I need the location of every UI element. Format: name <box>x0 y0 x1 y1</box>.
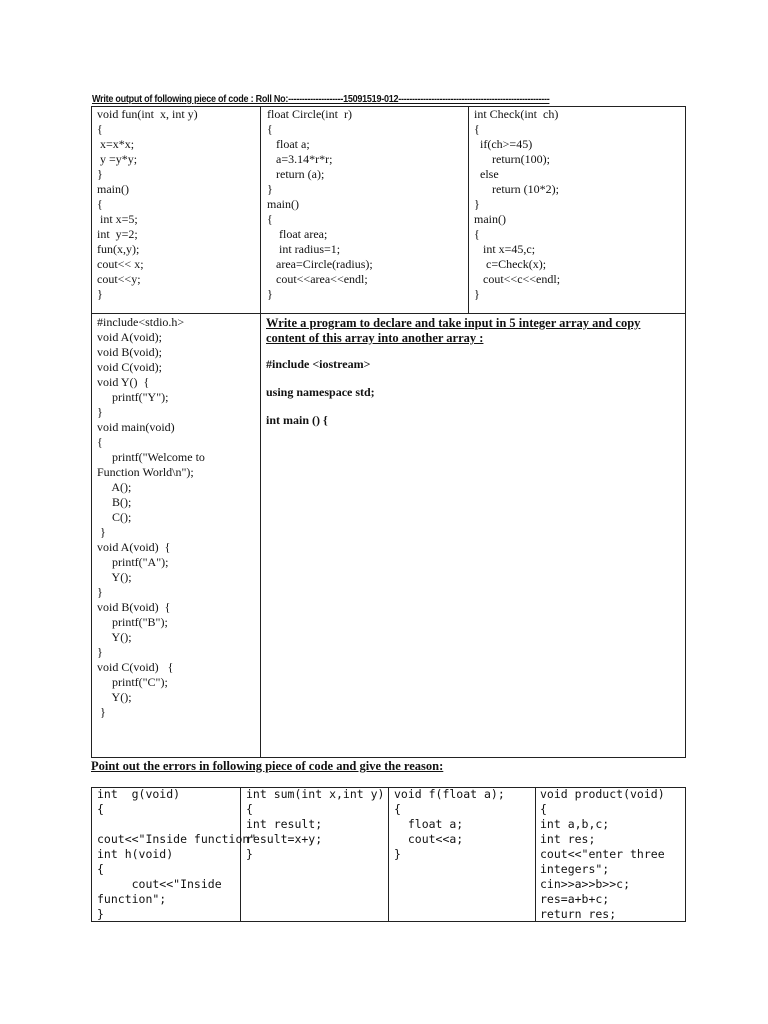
code-line: int x=45,c; <box>474 242 536 256</box>
code-line: int x=5; <box>97 212 138 226</box>
code-line: printf("B"); <box>97 615 168 629</box>
code-line: void A(void); <box>97 330 162 344</box>
code-line: x=x*x; <box>97 137 135 151</box>
code-line: int radius=1; <box>267 242 341 256</box>
code-line: B(); <box>97 495 132 509</box>
code-line: void product(void) <box>540 787 665 801</box>
code-line: int g(void) <box>97 787 181 801</box>
code-line: area=Circle(radius); <box>267 257 373 271</box>
code-line: return(100); <box>474 152 550 166</box>
code-line: int a,b,c; <box>540 817 610 831</box>
code-line: { <box>97 122 103 136</box>
code-line: } <box>97 167 103 181</box>
code-line <box>97 817 256 832</box>
code-line: } <box>246 847 253 861</box>
column-divider <box>260 106 261 758</box>
code-line: a=3.14*r*r; <box>267 152 333 166</box>
code-line: float area; <box>267 227 328 241</box>
code-line: result=x+y; <box>246 832 323 846</box>
code-line: int res; <box>540 832 596 846</box>
code-line: int Check(int ch) <box>474 107 559 121</box>
code-line: else <box>474 167 499 181</box>
main-line: int main () { <box>266 413 328 427</box>
code-cell-fun <box>97 107 198 302</box>
code-line: int result; <box>246 817 323 831</box>
code-line: cout<<c<<endl; <box>474 272 561 286</box>
code-line: function"; <box>97 892 167 906</box>
code-line: void A(void) { <box>97 540 171 554</box>
worksheet-header: Write output of following piece of code : Roll No:--------------------15091519-012------------------------------------------------------- <box>92 93 550 105</box>
code-line: #include<stdio.h> <box>97 315 185 329</box>
code-line: printf("C"); <box>97 675 168 689</box>
code-line: cout<<area<<endl; <box>267 272 368 286</box>
code-line: void B(void); <box>97 345 162 359</box>
code-line: cout<<"Inside <box>97 877 222 891</box>
row-divider <box>91 313 686 314</box>
code-line: void f(float a); <box>394 787 505 801</box>
code-line: Y(); <box>97 570 132 584</box>
array-question-title <box>266 316 676 346</box>
error-cell-sum-function <box>246 787 384 862</box>
code-line: { <box>97 435 103 449</box>
code-line: cout<<"enter three <box>540 847 665 861</box>
code-line: } <box>97 405 103 419</box>
code-line: cin>>a>>b>>c; <box>540 877 631 891</box>
code-line: { <box>97 197 103 211</box>
code-line: return (10*2); <box>474 182 559 196</box>
code-line: } <box>97 525 106 539</box>
code-line: main() <box>267 197 299 211</box>
code-line: cout<<y; <box>97 272 141 286</box>
code-line: } <box>474 197 480 211</box>
code-line: float a; <box>394 817 464 831</box>
code-line: integers"; <box>540 862 610 876</box>
code-line: } <box>267 182 273 196</box>
code-line: } <box>97 907 104 921</box>
code-line: void C(void) { <box>97 660 174 674</box>
code-line: } <box>97 645 103 659</box>
error-cell-f-function <box>394 787 505 862</box>
code-line: if(ch>=45) <box>474 137 533 151</box>
array-question-line-2: content of this array into another array : <box>266 331 484 345</box>
code-line: cout<< x; <box>97 257 144 271</box>
code-line: { <box>246 802 253 816</box>
code-cell-check <box>474 107 560 302</box>
include-line: #include <iostream> <box>266 357 371 371</box>
code-line: void B(void) { <box>97 600 171 614</box>
code-line: return res; <box>540 907 617 921</box>
code-line: res=a+b+c; <box>540 892 610 906</box>
code-line: void fun(int x, int y) <box>97 107 198 121</box>
code-line: Y(); <box>97 630 132 644</box>
code-line: fun(x,y); <box>97 242 140 256</box>
code-line: return (a); <box>267 167 325 181</box>
code-line: void C(void); <box>97 360 162 374</box>
code-line: main() <box>97 182 129 196</box>
errors-section-title: Point out the errors in following piece of code and give the reason: <box>91 759 444 773</box>
code-line: } <box>394 847 401 861</box>
namespace-line: using namespace std; <box>266 385 375 399</box>
code-line: c=Check(x); <box>474 257 547 271</box>
column-divider <box>535 787 536 922</box>
code-line: Y(); <box>97 690 132 704</box>
code-line: { <box>394 802 401 816</box>
code-line: } <box>97 705 106 719</box>
code-line: C(); <box>97 510 132 524</box>
code-line: int sum(int x,int y) <box>246 787 385 801</box>
error-cell-g-function <box>97 787 256 922</box>
code-line: cout<<a; <box>394 832 464 846</box>
code-cell-circle <box>267 107 373 302</box>
code-line: } <box>97 585 103 599</box>
code-line: printf("A"); <box>97 555 169 569</box>
code-line: { <box>540 802 547 816</box>
code-line: } <box>97 287 103 301</box>
code-line: { <box>97 802 104 816</box>
code-line: } <box>474 287 480 301</box>
column-divider <box>388 787 389 922</box>
code-line: void main(void) <box>97 420 175 434</box>
code-line: float a; <box>267 137 310 151</box>
code-line: { <box>97 862 104 876</box>
array-question-line-1: Write a program to declare and take input in 5 integer array and copy <box>266 316 641 330</box>
code-line: { <box>267 212 273 226</box>
code-line: cout<<"Inside function" <box>97 832 257 846</box>
code-line: int y=2; <box>97 227 138 241</box>
code-line: { <box>267 122 273 136</box>
column-divider <box>468 106 469 313</box>
code-line: y =y*y; <box>97 152 138 166</box>
code-line: int h(void) <box>97 847 174 861</box>
code-line: } <box>267 287 273 301</box>
code-line: printf("Y"); <box>97 390 169 404</box>
code-line: { <box>474 227 480 241</box>
code-cell-printf-functions <box>97 315 205 720</box>
code-line: Function World\n"); <box>97 465 194 479</box>
code-line: float Circle(int r) <box>267 107 352 121</box>
code-line: main() <box>474 212 506 226</box>
code-line: A(); <box>97 480 132 494</box>
code-line: printf("Welcome to <box>97 450 205 464</box>
code-line: void Y() { <box>97 375 150 389</box>
error-cell-product-function <box>540 787 665 922</box>
code-line: { <box>474 122 480 136</box>
